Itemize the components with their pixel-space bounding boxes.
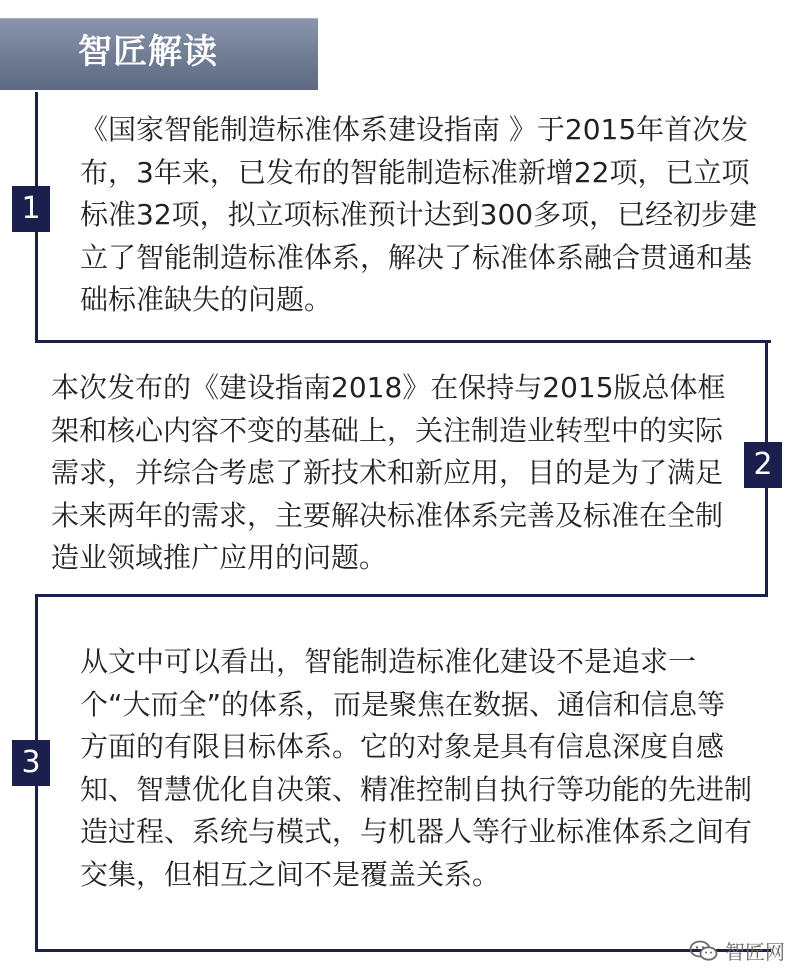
watermark-text: 智匠网 <box>725 940 785 964</box>
text-line: 础标准缺失的问题。 <box>80 283 333 316</box>
text-line: 造过程、系统与模式，与机器人等行业标准体系之间有 <box>80 815 753 848</box>
section-2-number: 2 <box>744 442 782 488</box>
section-2-text <box>51 367 726 580</box>
text-line: 《国家智能制造标准体系建设指南 》于2015年首次发 <box>80 113 749 146</box>
text-line: 方面的有限目标体系。它的对象是具有信息深度自感 <box>80 730 725 763</box>
text-line: 造业领域推广应用的问题。 <box>51 541 388 574</box>
text-line: 标准32项，拟立项标准预计达到300多项，已经初步建 <box>80 198 758 231</box>
text-line: 布，3年来，已发布的智能制造标准新增22项，已立项 <box>80 155 750 189</box>
text-line: 本次发布的《建设指南2018》在保持与2015版总体框 <box>51 371 726 404</box>
section-1-number: 1 <box>12 186 50 232</box>
text-line: 个“大而全”的体系，而是聚焦在数据、通信和信息等 <box>80 687 726 721</box>
text-line: 架和核心内容不变的基础上，关注制造业转型中的实际 <box>51 413 724 447</box>
text-line: 需求，并综合考虑了新技术和新应用，目的是为了满足 <box>51 456 724 489</box>
text-line: 知、智慧优化自决策、精准控制自执行等功能的先进制 <box>80 772 753 806</box>
section-1-text <box>80 109 757 322</box>
section-3-number: 3 <box>12 740 50 786</box>
text-line: 未来两年的需求，主要解决标准体系完善及标准在全制 <box>51 498 724 532</box>
text-line: 交集，但相互之间不是覆盖关系。 <box>80 857 501 891</box>
wechat-icon <box>689 940 719 962</box>
text-line: 从文中可以看出，智能制造标准化建设不是追求一 <box>80 645 697 678</box>
watermark <box>689 936 785 965</box>
text-line: 立了智能制造标准体系，解决了标准体系融合贯通和基 <box>80 240 753 274</box>
banner-title: 智匠解读 <box>78 32 218 72</box>
section-3-text <box>80 641 752 896</box>
